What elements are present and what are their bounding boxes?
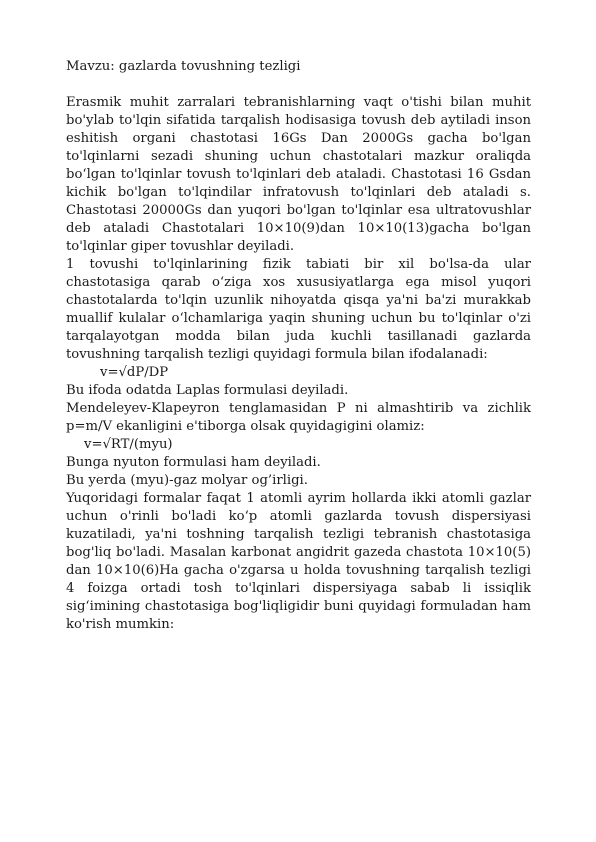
formula-newton: v=√RT/(myu) [84,437,173,452]
paragraph-sound-definition: Erasmik muhit zarralari tebranishlarning vaqt o'tishi bilan muhit bo'ylab to'lqin sifatida tarqalish hodisasiga tovush deb aytiladi inson eshitish organi chastotasi 16Gs Dan 2000Gs gacha bo'lgan to'lqinlarni sezadi shuning uchun chastotalari mazkur oraliqda bo‘lgan to'lqinlar tovush to'lqinlari deb ataladi. Chastotasi 16 Gsdan kichik bo'lgan to'lqindilar infratovush to'lqinlari deb ataladi s. Chastotasi 20000Gs dan yuqori bo'lgan to'lqinlar esa ultratovushlar deb ataladi Chastotalari 10×10(9)dan 10×10(13)gacha bo'lgan to'lqinlar giper tovushlar deyiladi. [66,95,531,254]
laplace-note: Bu ifoda odatda Laplas formulasi deyiladi. [66,383,349,398]
newton-note: Bunga nyuton formulasi ham deyiladi. [66,455,321,470]
formula-laplace: v=√dP/DP [100,365,169,380]
molar-mass-note: Bu yerda (myu)-gaz molyar og’irligi. [66,473,308,488]
paragraph-mendeleyev: Mendeleyev-Klapeyron tenglamasidan P ni almashtirib va zichlik p=m/V ekanligini e'tiborga olsak quyidagigini olamiz: [66,401,531,434]
document-title: Mavzu: gazlarda tovushning tezligi [66,59,301,74]
paragraph-sound-nature: 1 tovushi to'lqinlarining fizik tabiati bir xil bo'lsa-da ular chastotasiga qarab o‘ziga xos xususiyatlarga ega misol yuqori chastotalarda to'lqin uzunlik nihoyatda qisqa ya'ni ba'zi murakkab muallif kulalar o‘lchamlariga yaqin shuning uchun bu to'lqinlar o'zi tarqalayotgan modda bilan juda kuchli tasillanadi gazlarda tovushning tarqalish tezligi quyidagi formula bilan ifodalanadi: [66,257,531,362]
paragraph-dispersion: Yuqoridagi formalar faqat 1 atomli ayrim hollarda ikki atomli gazlar uchun o'rinli bo'ladi ko‘p atomli gazlarda tovush dispersiyasi kuzatiladi, ya'ni toshning tarqalish tezligi tebranish chastotasiga bog'liq bo'ladi. Masalan karbonat angidrit gazeda chastota 10×10(5) dan 10×10(6)Ha gacha o'zgarsa u holda tovushning tarqalish tezligi 4 foizga ortadi tosh to'lqinlari dispersiyaga sabab li issiqlik sig‘imining chastotasiga bog'liqligidir buni quyidagi formuladan ham ko'rish mumkin: [66,491,531,632]
